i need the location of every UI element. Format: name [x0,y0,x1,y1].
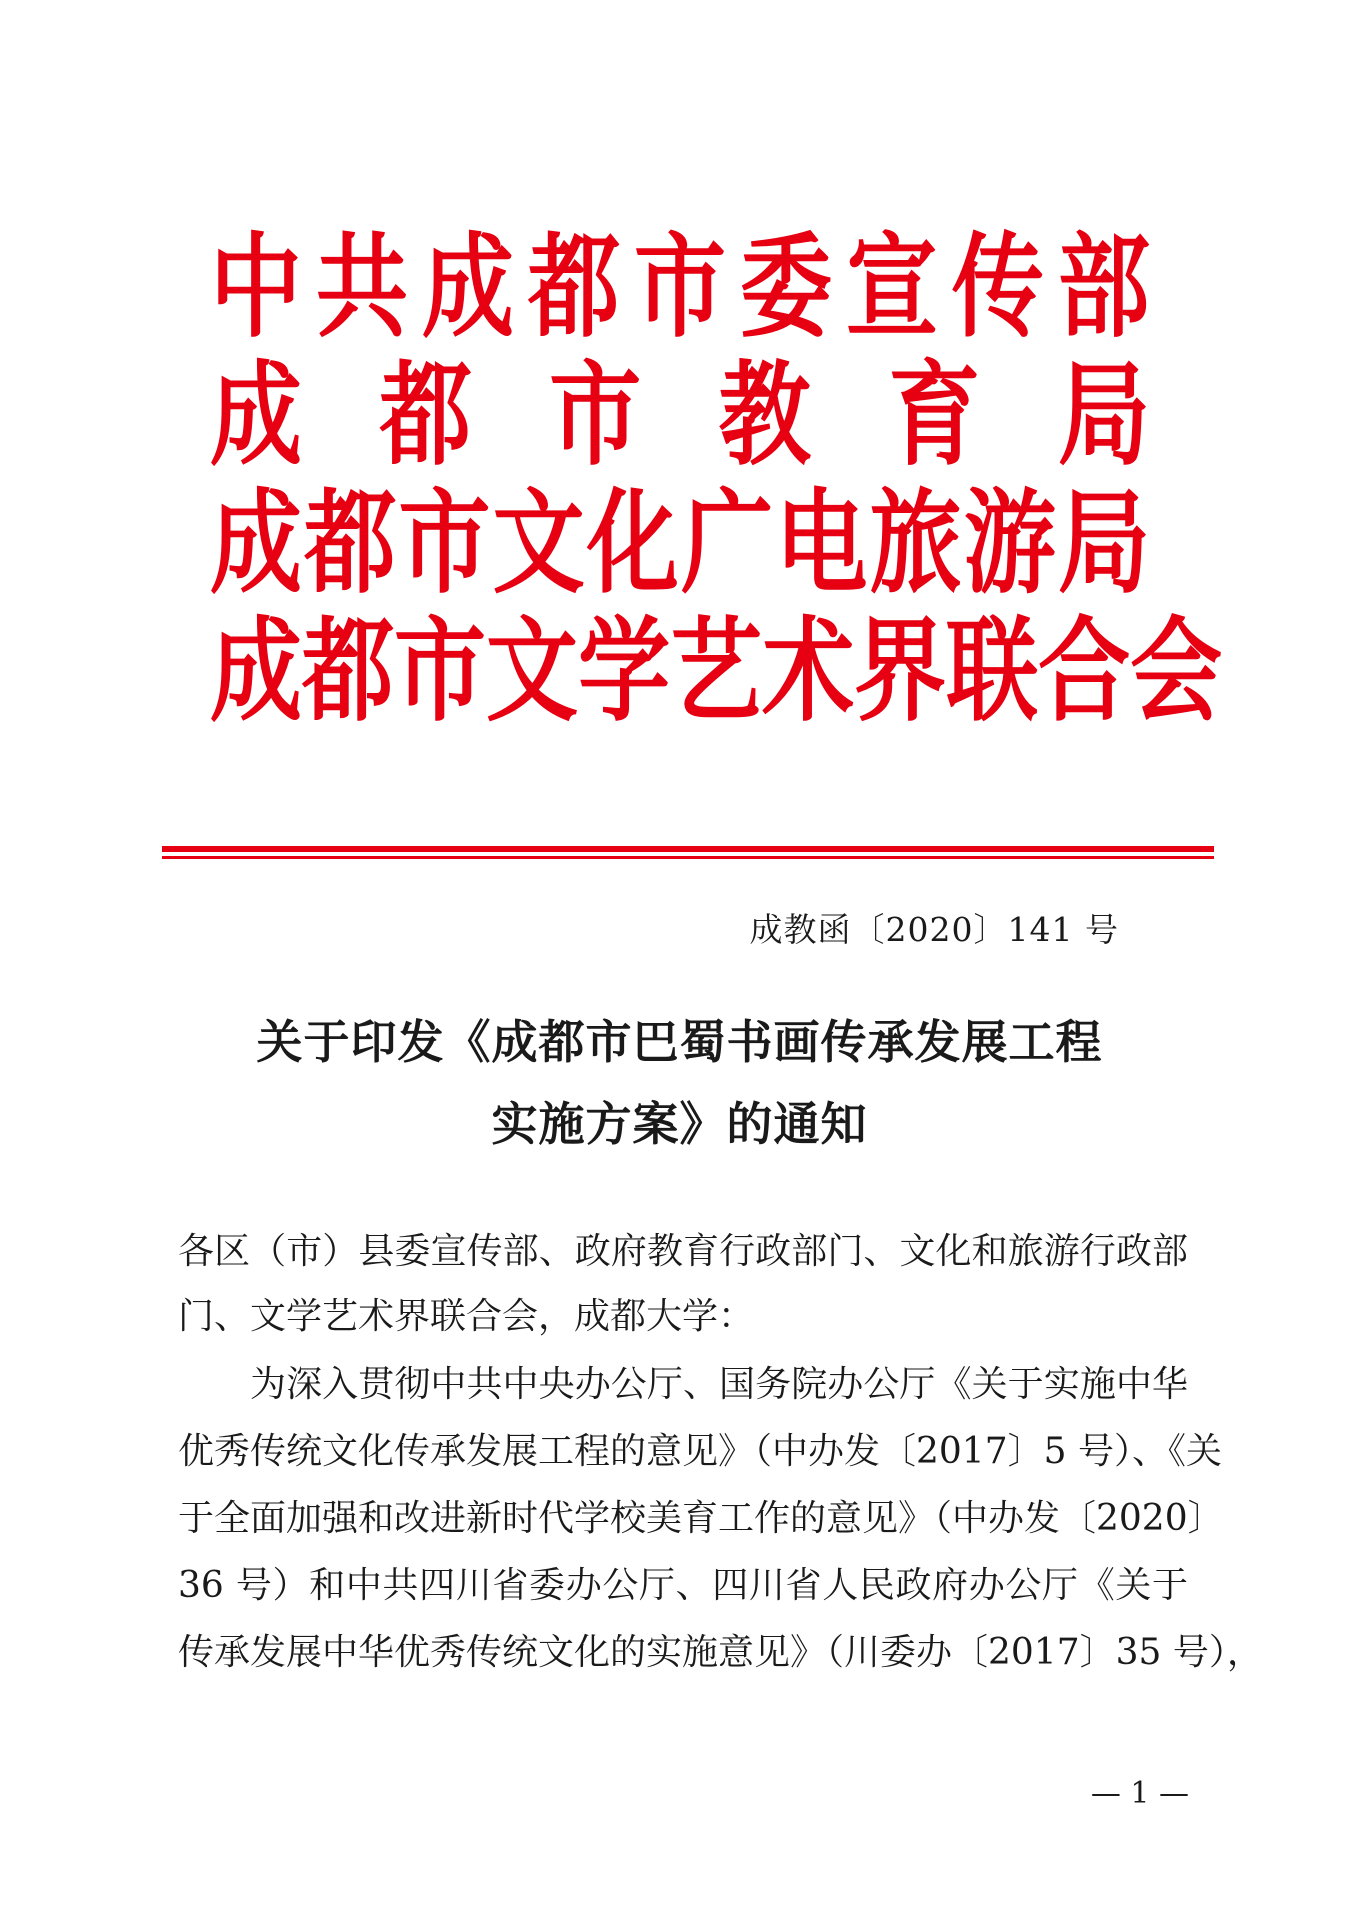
letterhead-line-culture-tourism-bureau: 成 都 市 文 化 广 电 旅 游 局 [210,478,1150,609]
body-text-line: 36 号）和中共四川省委办公厅、四川省人民政府办公厅《关于 [178,1565,1188,1606]
body-text-line: 优秀传统文化传承发展工程的意见》（中办发〔2017〕5 号）、《关 [178,1431,1222,1472]
letterhead-divider-thin [162,856,1214,859]
addressee-line: 门、文学艺术界联合会，成都大学： [178,1296,755,1337]
addressee-line: 各区（市）县委宣传部、政府教育行政部门、文化和旅游行政部 [178,1231,1188,1272]
document-title-line-1: 关于印发《成都市巴蜀书画传承发展工程 [256,1015,1103,1069]
page-number: — 1 — [1090,1776,1189,1811]
letterhead-line-propaganda-dept: 中 共 成 都 市 委 宣 传 部 [210,222,1150,353]
letterhead-line-arts-federation: 成 都 市 文 学 艺 术 界 联 合 会 [210,606,1223,737]
body-text-line: 传承发展中华优秀传统文化的实施意见》（川委办〔2017〕35 号）， [178,1632,1263,1673]
body-text-line: 于全面加强和改进新时代学校美育工作的意见》（中办发〔2020〕 [178,1498,1224,1539]
letterhead-line-education-bureau: 成 都 市 教 育 局 [210,350,1150,481]
document-number: 成教函〔2020〕141 号 [749,910,1119,949]
document-title-line-2: 实施方案》的通知 [491,1097,868,1151]
letterhead-divider-thick [162,846,1214,852]
body-text-line: 为深入贯彻中共中央办公厅、国务院办公厅《关于实施中华 [250,1364,1188,1405]
